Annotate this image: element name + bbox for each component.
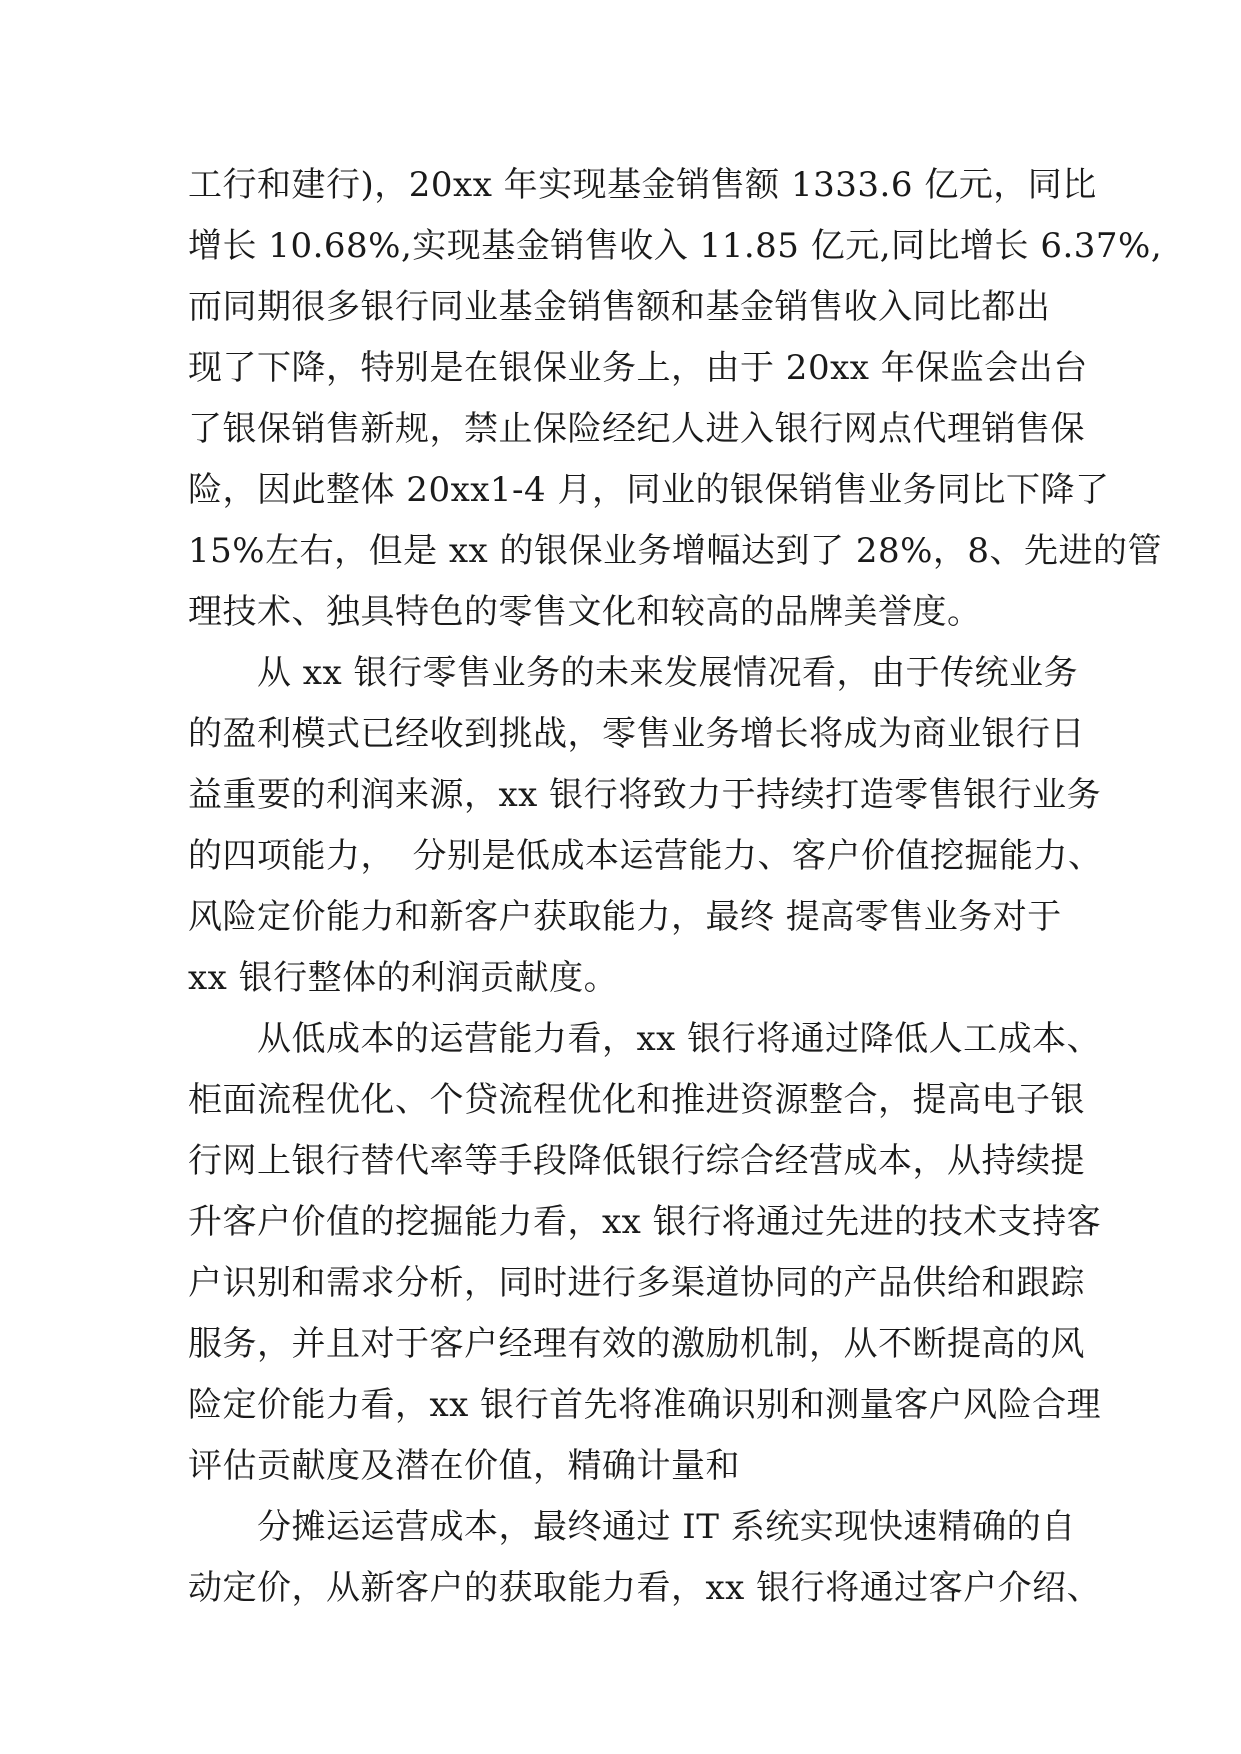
text-line: 服务，并且对于客户经理有效的激励机制，从不断提高的风 xyxy=(188,1324,1085,1364)
text-line: 工行和建行)，20xx 年实现基金销售额 1333.6 亿元，同比 xyxy=(188,165,1097,205)
text-line: 15%左右，但是 xx 的银保业务增幅达到了 28%，8、先进的管 xyxy=(188,531,1163,571)
text-line: 险，因此整体 20xx1-4 月，同业的银保销售业务同比下降了 xyxy=(188,470,1110,510)
text-line: 益重要的利润来源，xx 银行将致力于持续打造零售银行业务 xyxy=(188,775,1102,815)
text-line: 险定价能力看，xx 银行首先将准确识别和测量客户风险合理 xyxy=(188,1385,1102,1425)
text-line: 行网上银行替代率等手段降低银行综合经营成本，从持续提 xyxy=(188,1141,1085,1181)
text-line: 升客户价值的挖掘能力看，xx 银行将通过先进的技术支持客 xyxy=(188,1202,1102,1242)
text-line: 户识别和需求分析，同时进行多渠道协同的产品供给和跟踪 xyxy=(188,1263,1085,1303)
text-line: 了银保销售新规，禁止保险经纪人进入银行网点代理销售保 xyxy=(188,409,1085,449)
text-line: 理技术、独具特色的零售文化和较高的品牌美誉度。 xyxy=(188,592,982,632)
text-line: 评估贡献度及潜在价值，精确计量和 xyxy=(188,1446,740,1486)
text-line: 柜面流程优化、个贷流程优化和推进资源整合，提高电子银 xyxy=(188,1080,1085,1120)
text-line: 现了下降，特别是在银保业务上，由于 20xx 年保监会出台 xyxy=(188,348,1088,388)
text-line: 增长 10.68%,实现基金销售收入 11.85 亿元,同比增长 6.37%, xyxy=(188,226,1163,266)
text-line: 从低成本的运营能力看，xx 银行将通过降低人工成本、 xyxy=(188,1019,1102,1059)
text-line: 分摊运运营成本，最终通过 IT 系统实现快速精确的自 xyxy=(188,1507,1076,1547)
text-line: 而同期很多银行同业基金销售额和基金销售收入同比都出 xyxy=(188,287,1051,327)
text-line: 从 xx 银行零售业务的未来发展情况看，由于传统业务 xyxy=(188,653,1078,693)
text-line: xx 银行整体的利润贡献度。 xyxy=(188,958,619,998)
text-line: 的盈利模式已经收到挑战，零售业务增长将成为商业银行日 xyxy=(188,714,1085,754)
body-text xyxy=(188,155,1163,1619)
text-line: 风险定价能力和新客户获取能力，最终 提高零售业务对于 xyxy=(188,897,1062,937)
text-line: 的四项能力， 分别是低成本运营能力、客户价值挖掘能力、 xyxy=(188,836,1103,876)
text-line: 动定价，从新客户的获取能力看，xx 银行将通过客户介绍、 xyxy=(188,1568,1102,1608)
